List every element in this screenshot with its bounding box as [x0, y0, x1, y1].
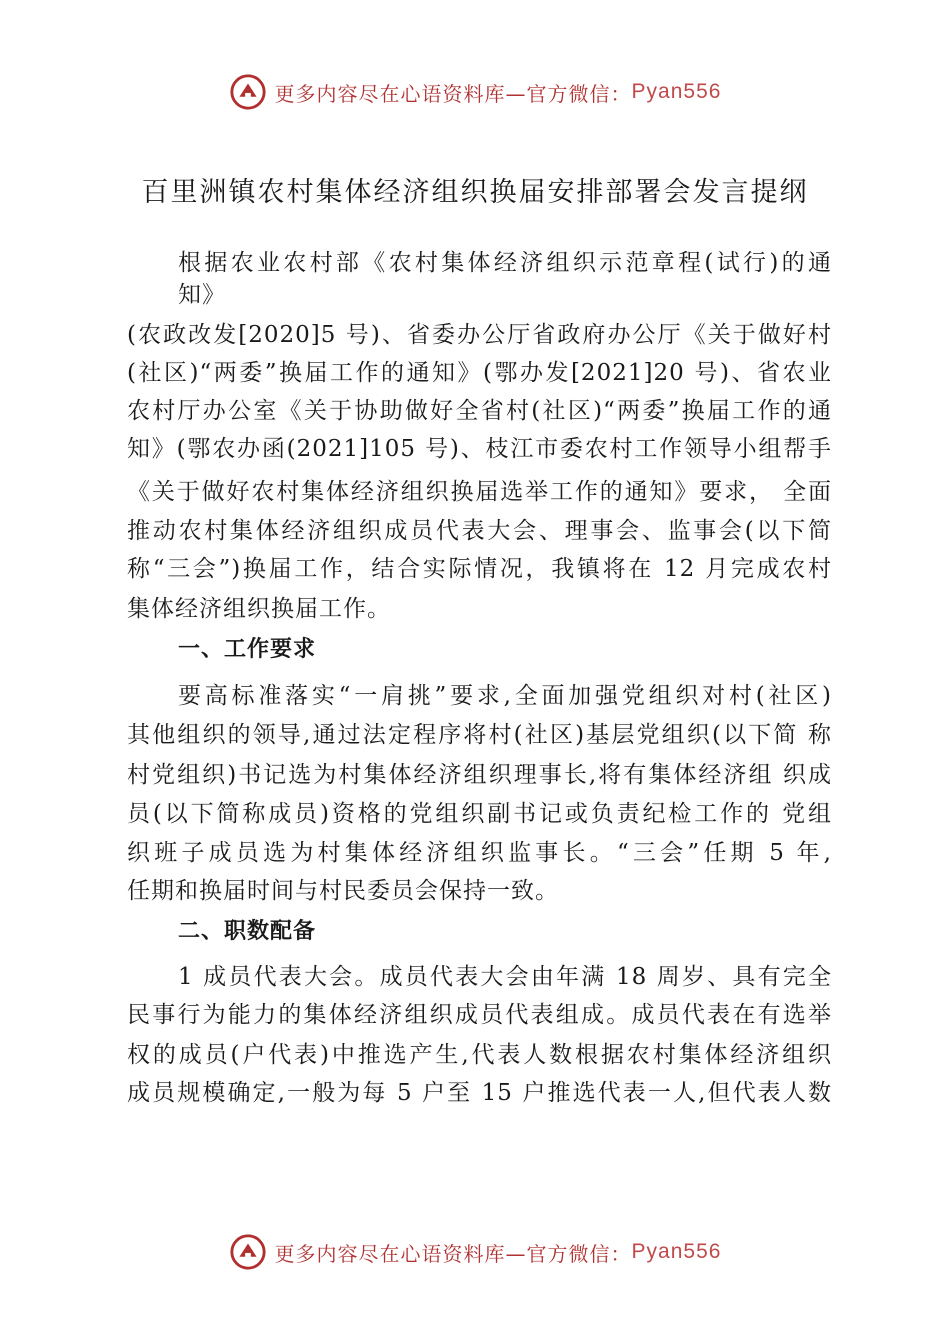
wechat-id: Pyan556 — [631, 1240, 722, 1263]
intro-line: 《关于做好农村集体经济组织换届选举工作的通知》要求， 全面 — [127, 479, 832, 505]
body-line: 权的成员(户代表)中推选产生,代表人数根据农村集体经济组织 — [127, 1042, 832, 1068]
body-line: 织班子成员选为村集体经济组织监事长。“三会”任期 5 年, — [127, 840, 832, 866]
intro-line: (农政改发[2020]5 号)、省委办公厅省政府办公厅《关于做好村 — [127, 322, 832, 348]
banner-text: 更多内容尽在心语资料库—官方微信： — [274, 1241, 632, 1266]
intro-line: (社区)“两委”换届工作的通知》(鄂办发[2021]20 号)、省农业 — [127, 360, 832, 386]
intro-line: 知》 — [178, 282, 226, 308]
body-line: 员(以下简称成员)资格的党组织副书记或负责纪检工作的 党组 — [127, 801, 832, 827]
section-heading: 二、职数配备 — [178, 919, 317, 944]
footer-banner — [0, 1232, 950, 1272]
wechat-id: Pyan556 — [631, 80, 722, 103]
intro-line: 知》(鄂农办函(2021]105 号)、枝江市委农村工作领导小组帮手 — [127, 436, 832, 462]
body-line: 民事行为能力的集体经济组织成员代表组成。成员代表在有选举 — [127, 1002, 832, 1028]
body-line: 要高标准落实“一肩挑”要求,全面加强党组织对村(社区) — [178, 683, 832, 709]
body-line: 其他组织的领导,通过法定程序将村(社区)基层党组织(以下简 称 — [127, 722, 832, 748]
document-title: 百里洲镇农村集体经济组织换届安排部署会发言提纲 — [141, 177, 809, 208]
body-line: 村党组织)书记选为村集体经济组织理事长,将有集体经济组 织成 — [127, 762, 832, 788]
body-line: 1 成员代表大会。成员代表大会由年满 18 周岁、具有完全 — [178, 964, 832, 990]
body-line: 成员规模确定,一般为每 5 户至 15 户推选代表一人,但代表人数 — [127, 1080, 832, 1106]
intro-line: 推动农村集体经济组织成员代表大会、理事会、监事会(以下简 — [127, 518, 832, 544]
body-line: 任期和换届时间与村民委员会保持一致。 — [127, 878, 559, 904]
intro-line: 称“三会”)换届工作，结合实际情况，我镇将在 12 月完成农村 — [127, 556, 832, 582]
intro-line: 根据农业农村部《农村集体经济组织示范章程(试行)的通 — [178, 250, 832, 276]
section-heading: 一、工作要求 — [178, 637, 317, 662]
header-banner — [0, 72, 950, 112]
intro-line: 农村厅办公室《关于协助做好全省村(社区)“两委”换届工作的通 — [127, 398, 832, 424]
banner-text: 更多内容尽在心语资料库—官方微信： — [274, 81, 632, 106]
intro-line: 集体经济组织换届工作。 — [127, 596, 391, 622]
logo-icon — [229, 1233, 267, 1271]
logo-icon — [229, 73, 267, 111]
